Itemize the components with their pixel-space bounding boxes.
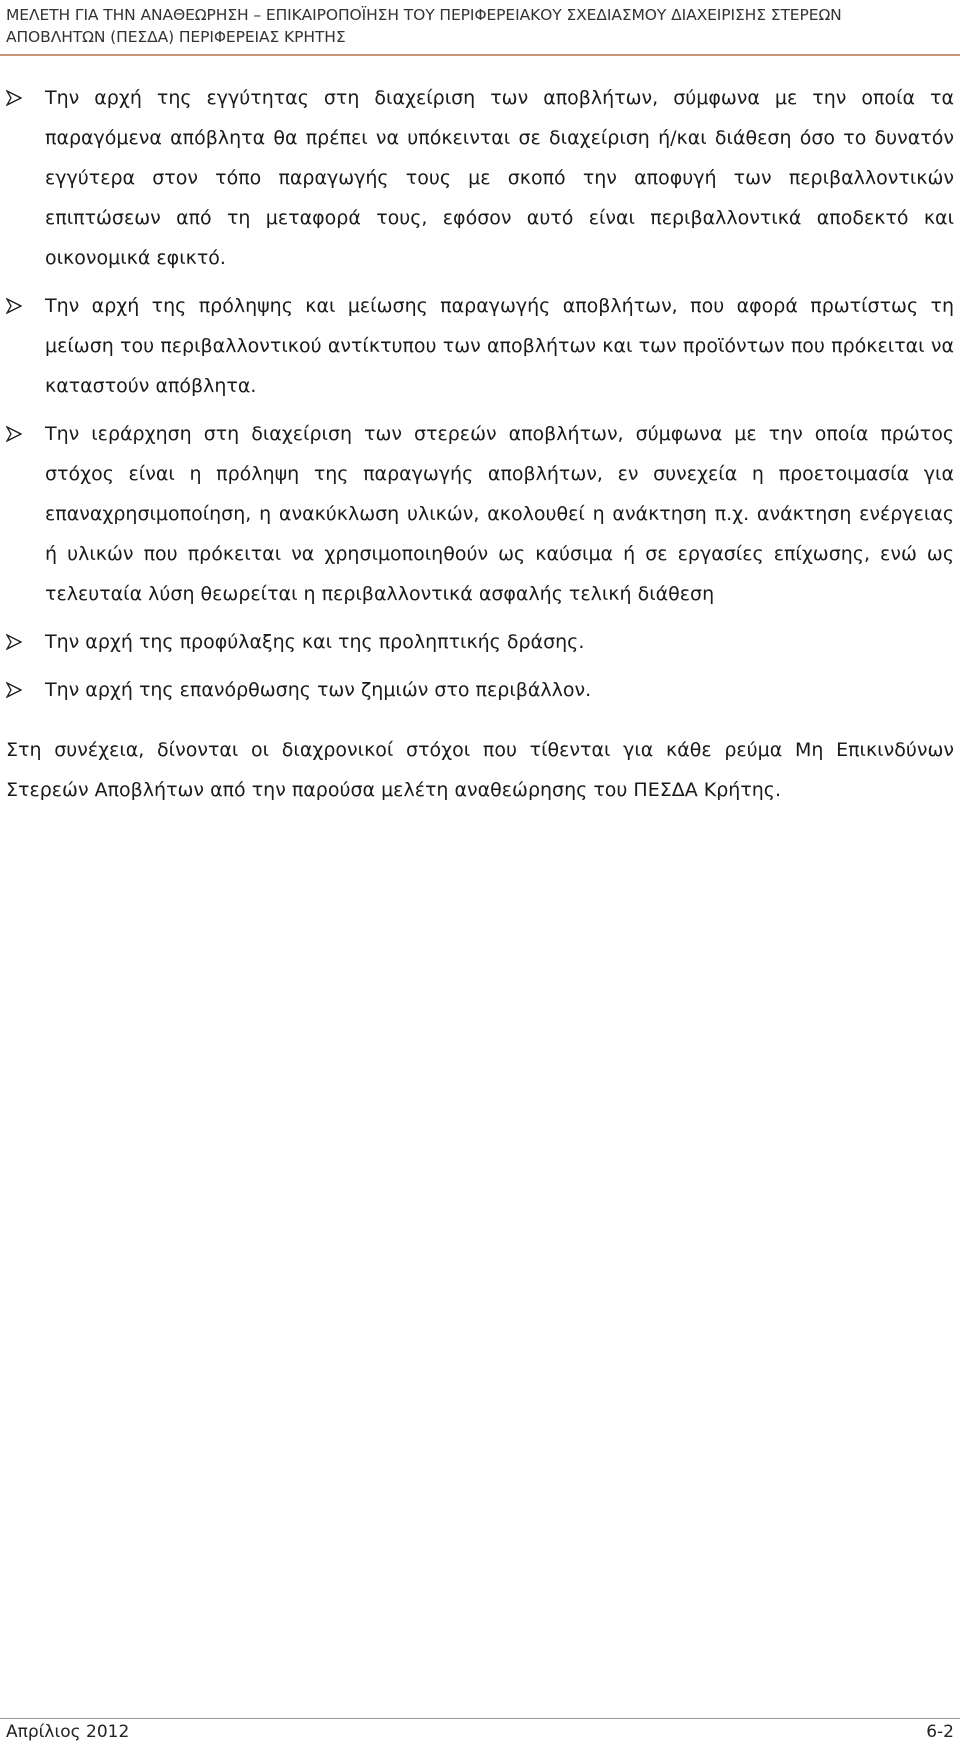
arrowhead-bullet-icon (6, 682, 22, 698)
list-item-text: Την αρχή της επανόρθωσης των ζημιών στο περιβάλλον. (45, 679, 592, 701)
page-header: ΜΕΛΕΤΗ ΓΙΑ ΤΗΝ ΑΝΑΘΕΩΡΗΣΗ – ΕΠΙΚΑΙΡΟΠΟΪΗΣΗ ΤΟΥ ΠΕΡΙΦΕΡΕΙΑΚΟΥ ΣΧΕΔΙΑΣΜΟΥ ΔΙΑΧΕΙΡΙΣΗΣ ΣΤΕΡΕΩΝ ΑΠΟΒΛΗΤΩΝ (ΠΕΣΔΑ) ΠΕΡΙΦΕΡΕΙΑΣ ΚΡΗΤΗΣ (6, 6, 842, 46)
principles-list (6, 78, 954, 710)
arrowhead-bullet-icon (6, 634, 22, 650)
list-item-text: Την ιεράρχηση στη διαχείριση των στερεών αποβλήτων, σύμφωνα με την οποία πρώτος στόχος είναι η πρόληψη της παραγωγής αποβλήτων, εν συνεχεία η προετοιμασία για επαναχρησιμοποίηση, η ανακύκλωση υλικών, ακολουθεί η ανάκτηση π.χ. ανάκτηση ενέργειας ή υλικών που πρόκειται να χρησιμοποιηθούν ως καύσιμα ή σε εργασίες επίχωσης, ενώ ως τελευταία λύση θεωρείται η περιβαλλοντικά ασφαλής τελική διάθεση (45, 423, 954, 605)
list-item (6, 78, 954, 278)
list-item-text: Την αρχή της πρόληψης και μείωσης παραγωγής αποβλήτων, που αφορά πρωτίστως τη μείωση του περιβαλλοντικού αντίκτυπου των αποβλήτων και των προϊόντων που πρόκειται να καταστούν απόβλητα. (45, 295, 954, 397)
list-item (6, 286, 954, 406)
header-divider (0, 54, 960, 56)
footer-divider (0, 1718, 960, 1719)
list-item (6, 622, 954, 662)
page-number: 6-2 (926, 1722, 954, 1742)
list-item (6, 414, 954, 614)
arrowhead-bullet-icon (6, 90, 22, 106)
arrowhead-bullet-icon (6, 298, 22, 314)
list-item-text: Την αρχή της προφύλαξης και της προληπτικής δράσης. (45, 631, 585, 653)
list-item (6, 670, 954, 710)
arrowhead-bullet-icon (6, 426, 22, 442)
body-paragraph: Στη συνέχεια, δίνονται οι διαχρονικοί στόχοι που τίθενται για κάθε ρεύμα Μη Επικινδύνων Στερεών Αποβλήτων από την παρούσα μελέτη αναθεώρησης του ΠΕΣΔΑ Κρήτης. (6, 739, 954, 801)
page-footer (6, 1720, 954, 1744)
list-item-text: Την αρχή της εγγύτητας στη διαχείριση των αποβλήτων, σύμφωνα με την οποία τα παραγόμενα απόβλητα θα πρέπει να υπόκεινται σε διαχείριση ή/και διάθεση όσο το δυνατόν εγγύτερα στον τόπο παραγωγής τους με σκοπό την αποφυγή των περιβαλλοντικών επιπτώσεων από τη μεταφορά τους, εφόσον αυτό είναι περιβαλλοντικά αποδεκτό και οικονομικά εφικτό. (45, 87, 954, 269)
footer-date: Απρίλιος 2012 (6, 1722, 130, 1742)
main-content (6, 78, 954, 810)
